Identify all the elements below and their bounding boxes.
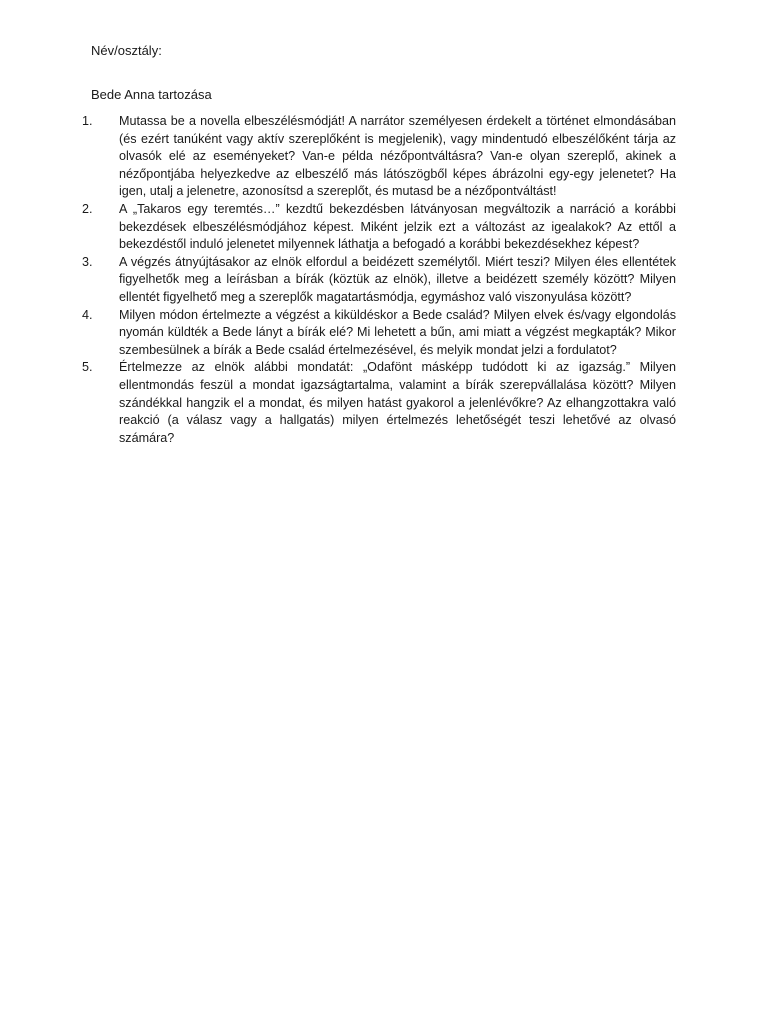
name-class-label: Név/osztály: — [91, 43, 162, 58]
question-text: A végzés átnyújtásakor az elnök elfordul a beidézett személytől. Miért teszi? Milyen éles ellentétek figyelhetők meg a leírásban a bírák (köztük az elnök), illetve a beidézett személy között? Milyen ellentét figyelhető meg a szereplők magatartásmódja, egymáshoz való viszonyulása között? — [119, 254, 676, 304]
question-item — [80, 113, 676, 201]
question-number: 2. — [82, 201, 93, 216]
question-text: A „Takaros egy teremtés…” kezdtű bekezdésben látványosan megváltozik a narráció a korábbi bekezdések elbeszélésmódjához képest. Miként jelzik ezt a változást az igealakok? Az ettől a bekezdéstől induló jelenetet milyennek láthatja a befogadó a korábbi bekezdésekhez képest? — [119, 201, 676, 252]
question-text: Milyen módon értelmezte a végzést a kiküldéskor a Bede család? Milyen elvek és/vagy elgondolás nyomán küldték a Bede lányt a bírák elé? Mi lehetett a bűn, ami miatt a végzést megkapták? Mikor szembesülnek a bírák a Bede család értelmezésével, és melyik mondat jelzi a fordulatot? — [119, 307, 676, 357]
question-text: Mutassa be a novella elbeszélésmódját! A narrátor személyesen érdekelt a történet elmondásában (és ezért tanúként vagy aktív szereplőként is megjelenik), vagy mindentudó elbeszélőként tárja az olvasók elé az eseményeket? Van-e példa nézőpontváltásra? Van-e olyan szereplő, akinek a nézőpontjába helyezkedve az elbeszélő más látószögből képes ábrázolni egy-egy jelenetet? Ha igen, utalj a jelenetre, azonosítsd a szereplőt, és mutasd be a nézőpontváltást! — [119, 114, 676, 199]
question-item — [80, 201, 676, 254]
question-number: 3. — [82, 254, 93, 269]
question-text: Értelmezze az elnök alábbi mondatát: „Odafönt másképp tudódott ki az igazság.” Milyen ellentmondás feszül a mondat igazságtartalma, valamint a bírák szerepvállalása között? Milyen szándékkal hangzik el a mondat, és milyen hatást gyakorol a jelenlévőkre? Az elhangzottakra való reakció (a válasz vagy a hallgatás) milyen értelmezés lehetőségét teszi lehetővé az olvasó számára? — [119, 360, 676, 445]
question-item — [80, 359, 676, 447]
question-item — [80, 307, 676, 360]
question-item — [80, 254, 676, 307]
question-number: 1. — [82, 114, 93, 128]
document-title: Bede Anna tartozása — [91, 87, 212, 102]
question-number: 5. — [82, 360, 93, 375]
question-list — [80, 113, 676, 447]
question-number: 4. — [82, 307, 93, 322]
